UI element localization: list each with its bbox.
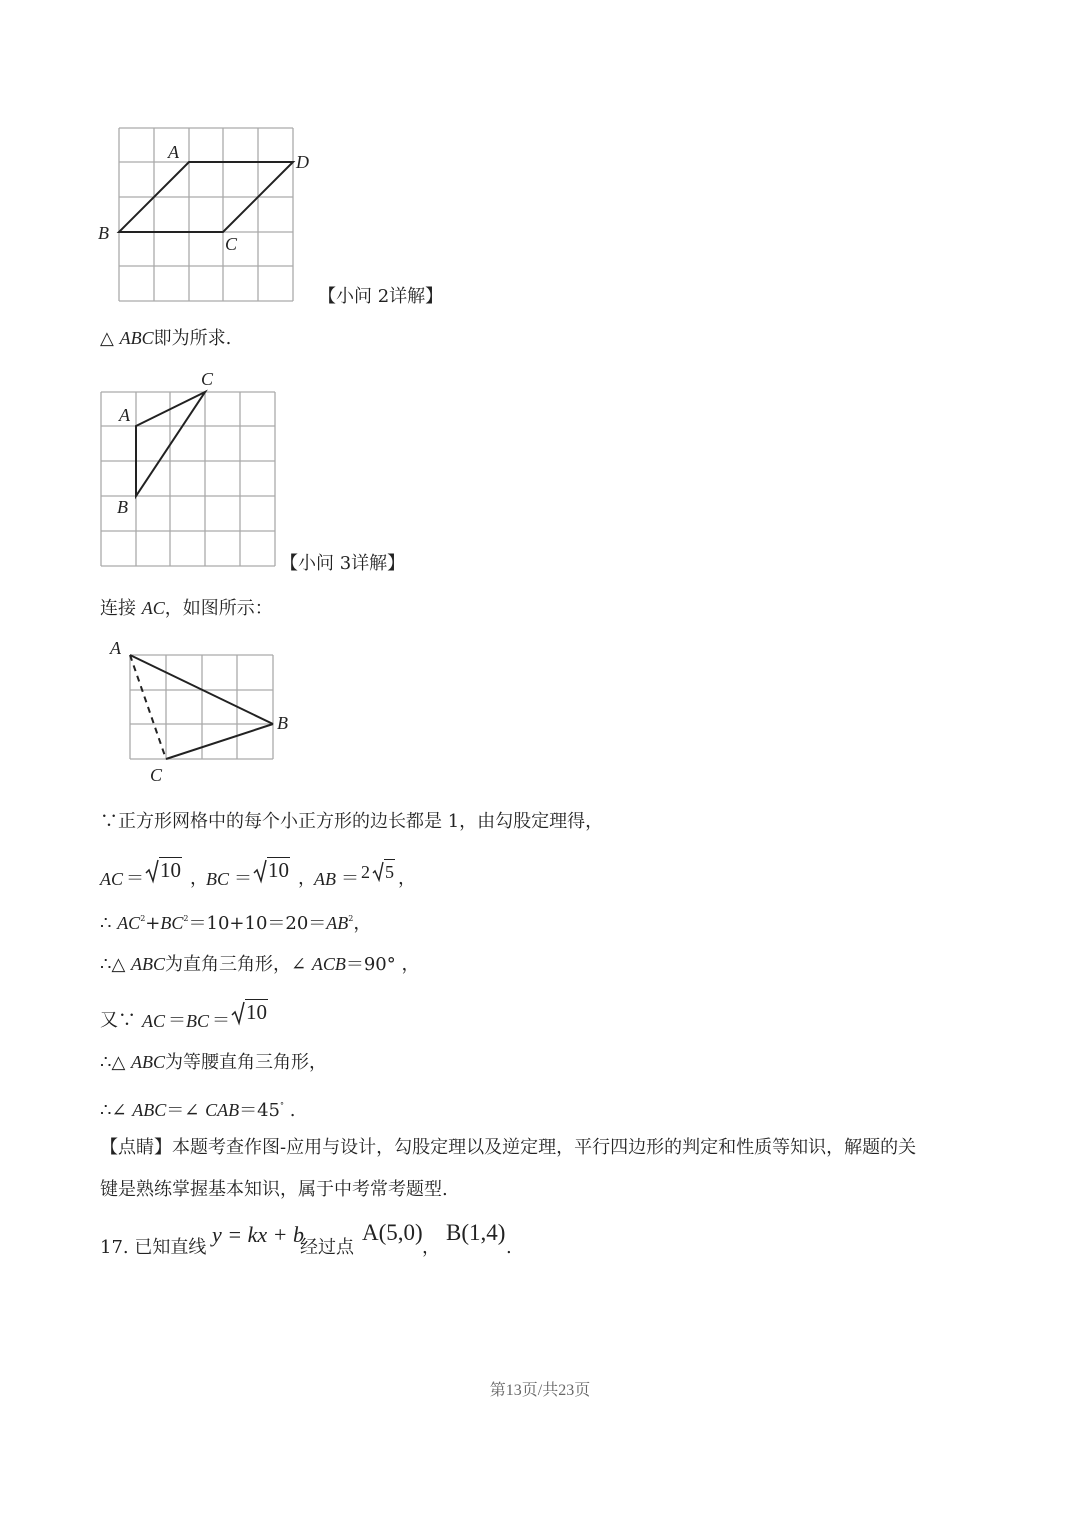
text: ，如图所示： [164, 598, 273, 619]
text: ＝10+10＝20＝ [188, 913, 327, 934]
text: 连接 [100, 598, 142, 619]
radicand: 10 [246, 1000, 267, 1024]
degree-symbol: ° [279, 1101, 284, 1110]
therefore-symbol: ∴ [100, 913, 118, 934]
page-footer: 第13页/共23页 [489, 1382, 591, 1399]
radicand: 5 [384, 859, 395, 884]
radical-sign [145, 858, 159, 884]
math-acb: ACB [311, 954, 346, 974]
text: ＝45 [239, 1100, 280, 1121]
radicand: 10 [268, 858, 289, 882]
line-sum-of-squares [100, 907, 371, 936]
point-label-d: D [296, 152, 309, 172]
point-label-b: B [98, 223, 109, 243]
therefore-symbol: ∴∠ [100, 1100, 133, 1121]
point-label-a: A [110, 638, 121, 658]
math-abc: ABC [119, 328, 154, 348]
text: 为等腰直角三角形， [165, 1052, 328, 1073]
problem-17 [100, 1222, 600, 1262]
segment-bc [166, 724, 273, 759]
therefore-symbol: ∴△ [100, 1052, 132, 1073]
equals: ＝ [212, 1010, 230, 1031]
math-ab: AB [314, 869, 336, 889]
comment-paragraph-line2: 键是熟练掌握基本知识，属于中考常考题型. [100, 1179, 448, 1200]
math-ab: AB [326, 913, 349, 933]
point-label-a: A [119, 405, 130, 425]
comma: ， [190, 868, 208, 889]
heading-q2: 【小问 2详解】 [318, 286, 444, 307]
radicand: 10 [160, 858, 181, 882]
line-abc-result [100, 326, 231, 351]
comma: ， [298, 868, 316, 889]
math-point-b: B(1,4) [446, 1220, 506, 1245]
point-label-b: B [117, 497, 128, 517]
heading-q3: 【小问 3详解】 [280, 553, 406, 574]
plus: + [145, 913, 161, 934]
exponent: 2 [140, 914, 146, 923]
exponent: 2 [183, 914, 189, 923]
point-label-b: B [277, 713, 288, 733]
line-right-triangle [100, 952, 419, 977]
triangle-symbol: △ [100, 328, 120, 349]
point-label-c: C [201, 369, 214, 389]
math-abc: ABC [131, 954, 166, 974]
line-connect-ac [100, 596, 273, 621]
math-line-equation: y = kx + b [212, 1222, 304, 1247]
figure-right-triangle [100, 636, 300, 786]
math-abc: ABC [132, 1100, 167, 1120]
equals: ＝ [168, 1010, 186, 1031]
point-label-c: C [150, 765, 163, 785]
comma: ， [353, 913, 372, 934]
radical-sign [372, 860, 384, 882]
text: 经过点 [300, 1237, 354, 1258]
line-isosceles [100, 1050, 327, 1075]
math-cab: CAB [205, 1100, 240, 1120]
line-pythagoras: ∵正方形网格中的每个小正方形的边长都是 1，由勾股定理得， [100, 811, 604, 832]
math-bc: BC [186, 1011, 210, 1031]
math-ac: AC [100, 869, 124, 889]
comma: ， [398, 868, 416, 889]
equals: ＝ [341, 868, 359, 889]
text: ＝90° ， [345, 954, 420, 975]
math-ac: AC [142, 1011, 166, 1031]
comma: ， [422, 1237, 440, 1258]
period: . [506, 1237, 512, 1258]
text: . [283, 1100, 296, 1121]
math-ac: AC [141, 598, 165, 618]
radical-sign [253, 858, 267, 884]
equals: ＝ [126, 868, 144, 889]
problem-number: 17. 已知直线 [100, 1237, 207, 1258]
because-symbol: 又∵ [100, 1010, 136, 1031]
text: 为直角三角形，∠ [165, 954, 312, 975]
comment-paragraph-line1: 【点睛】本题考查作图-应用与设计，勾股定理以及逆定理，平行四边形的判定和性质等知识，解题的关 [100, 1137, 917, 1158]
radical-sign [231, 1000, 245, 1026]
point-label-a: A [168, 142, 179, 162]
figure-triangle-abc [95, 368, 285, 568]
exponent: 2 [348, 914, 354, 923]
text: 即为所求. [153, 328, 232, 349]
math-abc: ABC [131, 1052, 166, 1072]
math-point-a: A(5,0) [362, 1220, 423, 1245]
equals: ＝ [234, 868, 252, 889]
point-label-c: C [225, 234, 238, 254]
text: ＝∠ [166, 1100, 206, 1121]
coefficient: 2 [361, 862, 370, 882]
math-bc: BC [160, 913, 184, 933]
line-angle-45 [100, 1094, 295, 1123]
math-ac: AC [117, 913, 141, 933]
figure-parallelogram-abcd [90, 120, 330, 310]
math-bc: BC [206, 869, 230, 889]
therefore-symbol: ∴△ [100, 954, 132, 975]
